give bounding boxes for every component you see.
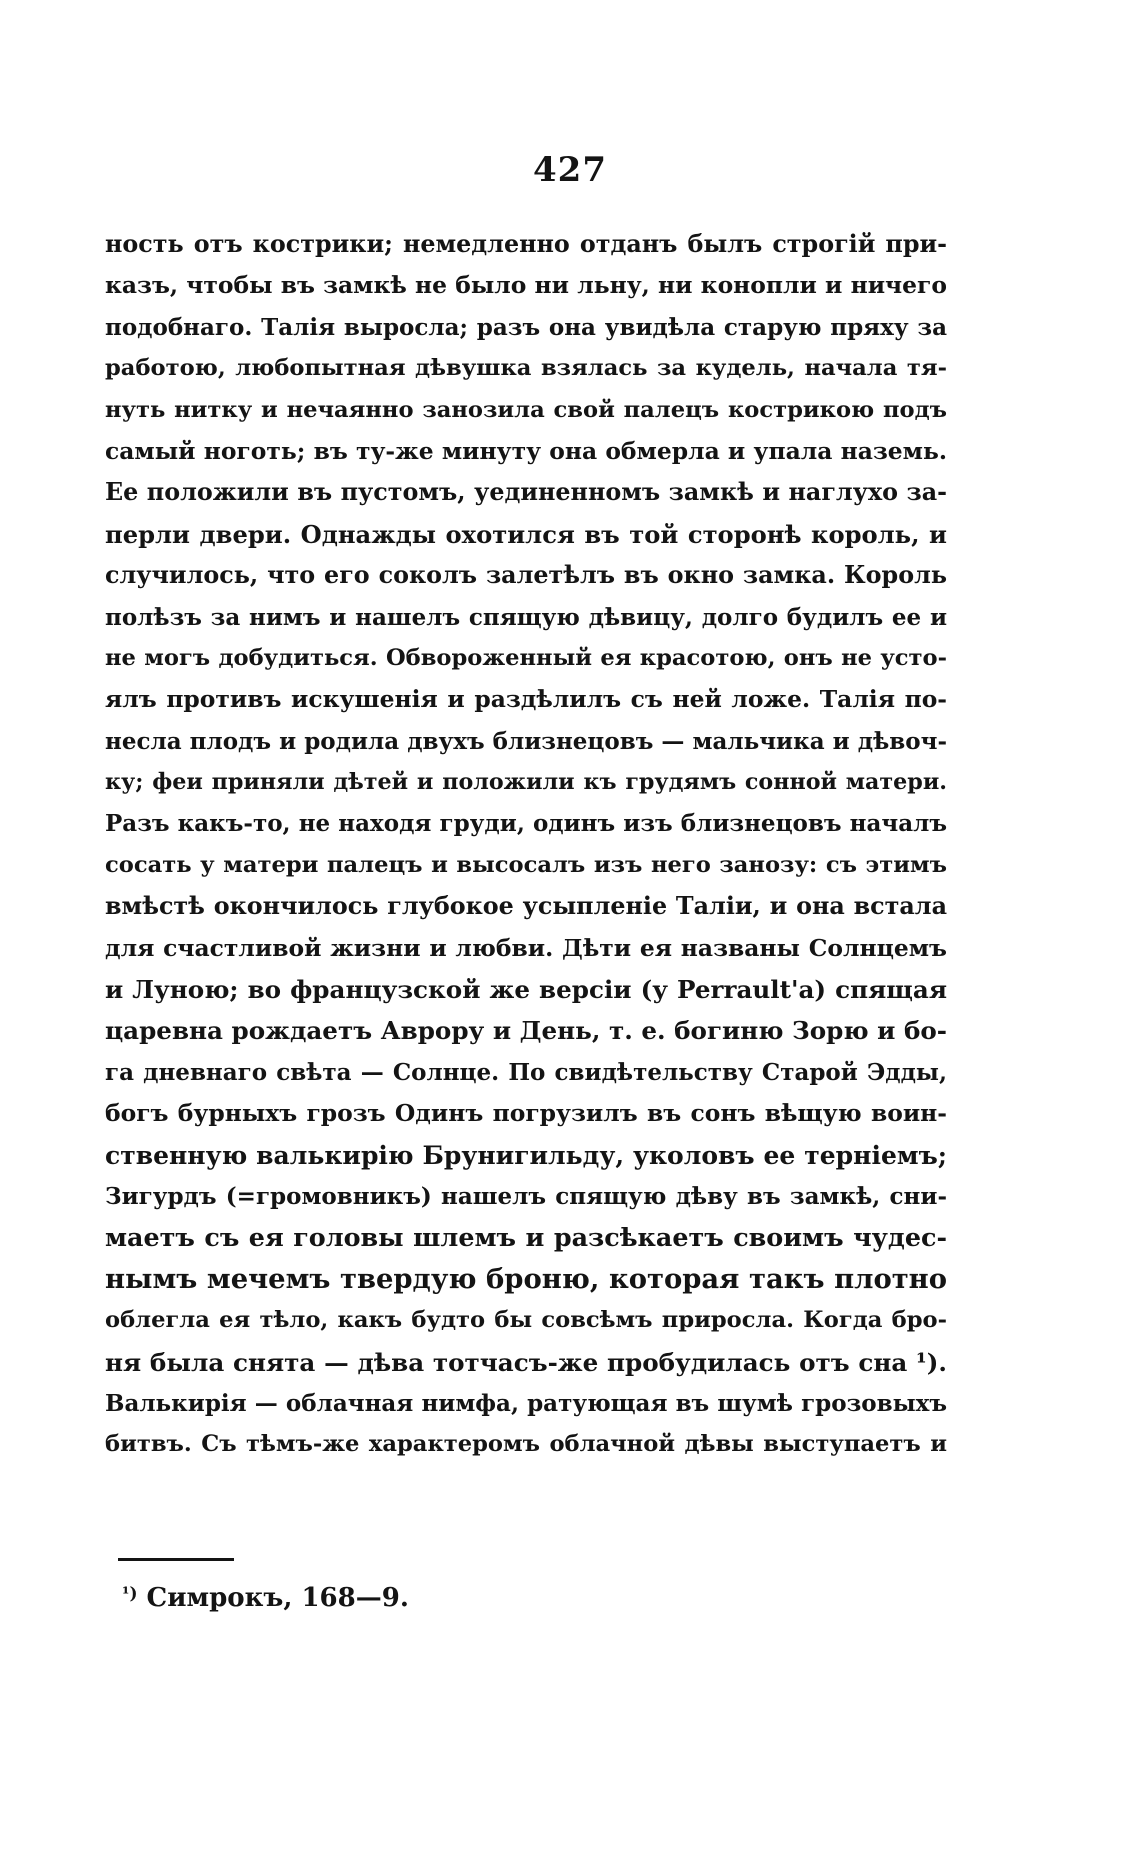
- text-line: вмѣстѣ окончилось глубокое усыпленіе Таліи, и она встала: [105, 892, 947, 921]
- body-text: [105, 224, 947, 1466]
- text-line: царевна рождаетъ Аврору и День, т. е. богиню Зорю и бо-: [105, 1016, 947, 1046]
- text-line: нуть нитку и нечаянно занозила свой палецъ кострикою подъ: [105, 396, 947, 423]
- text-line: подобнаго. Талія выросла; разъ она увидѣла старую пряху за: [105, 313, 947, 341]
- text-line: битвъ. Съ тѣмъ-же характеромъ облачной дѣвы выступаетъ и: [105, 1431, 947, 1458]
- text-line: перли двери. Однажды охотился въ той сторонѣ король, и: [105, 519, 947, 549]
- text-line: полѣзъ за нимъ и нашелъ спящую дѣвицу, долго будилъ ее и: [105, 603, 947, 631]
- text-line: Разъ какъ-то, не находя груди, одинъ изъ близнецовъ началъ: [105, 810, 947, 838]
- text-line: ня была снята — дѣва тотчасъ-же пробудилась отъ сна ¹).: [105, 1347, 947, 1377]
- footnote: [122, 1583, 409, 1613]
- text-line: ку; феи приняли дѣтей и положили къ грудямъ сонной матери.: [105, 769, 947, 796]
- text-line: Валькирія — облачная нимфа, ратующая въ шумѣ грозовыхъ: [105, 1389, 947, 1417]
- text-line: Ее положили въ пустомъ, уединенномъ замкѣ и наглухо за-: [105, 478, 947, 507]
- text-line: облегла ея тѣло, какъ будто бы совсѣмъ приросла. Когда бро-: [105, 1307, 947, 1334]
- text-line: не могъ добудиться. Обвороженный ея красотою, онъ не усто-: [105, 644, 947, 671]
- text-line: казъ, чтобы въ замкѣ не было ни льну, ни конопли и ничего: [105, 271, 947, 300]
- footnote-divider: [118, 1558, 234, 1561]
- footnote-text: Симрокъ, 168—9.: [137, 1583, 409, 1613]
- text-line: ственную валькирію Брунигильду, уколовъ ее терніемъ;: [105, 1140, 947, 1170]
- text-line: ялъ противъ искушенія и раздѣлилъ съ ней ложе. Талія по-: [105, 685, 947, 714]
- text-line: га дневнаго свѣта — Солнце. По свидѣтельству Старой Эдды,: [105, 1058, 947, 1086]
- page-number: 427: [533, 150, 607, 190]
- text-line: богъ бурныхъ грозъ Одинъ погрузилъ въ сонъ вѣщую воин-: [105, 1099, 947, 1128]
- text-line: случилось, что его соколъ залетѣлъ въ окно замка. Король: [105, 561, 947, 590]
- text-line: Зигурдъ (=громовникъ) нашелъ спящую дѣву въ замкѣ, сни-: [105, 1182, 947, 1210]
- text-line: нымъ мечемъ твердую броню, которая такъ плотно: [105, 1262, 947, 1295]
- text-line: самый ноготь; въ ту-же минуту она обмерла и упала наземь.: [105, 436, 947, 465]
- text-line: работою, любопытная дѣвушка взялась за кудель, начала тя-: [105, 355, 947, 382]
- text-line: и Луною; во французской же версіи (у Perrault'а) спящая: [105, 975, 947, 1005]
- text-line: ность отъ кострики; немедленно отданъ былъ строгій при-: [105, 230, 947, 258]
- footnote-marker: ¹): [122, 1584, 138, 1604]
- text-line: маетъ съ ея головы шлемъ и разсѣкаетъ своимъ чудес-: [105, 1222, 947, 1253]
- text-line: для счастливой жизни и любви. Дѣти ея названы Солнцемъ: [105, 933, 947, 962]
- text-line: несла плодъ и родила двухъ близнецовъ — мальчика и дѣвоч-: [105, 727, 947, 755]
- text-line: сосать у матери палецъ и высосалъ изъ него занозу: съ этимъ: [105, 851, 947, 878]
